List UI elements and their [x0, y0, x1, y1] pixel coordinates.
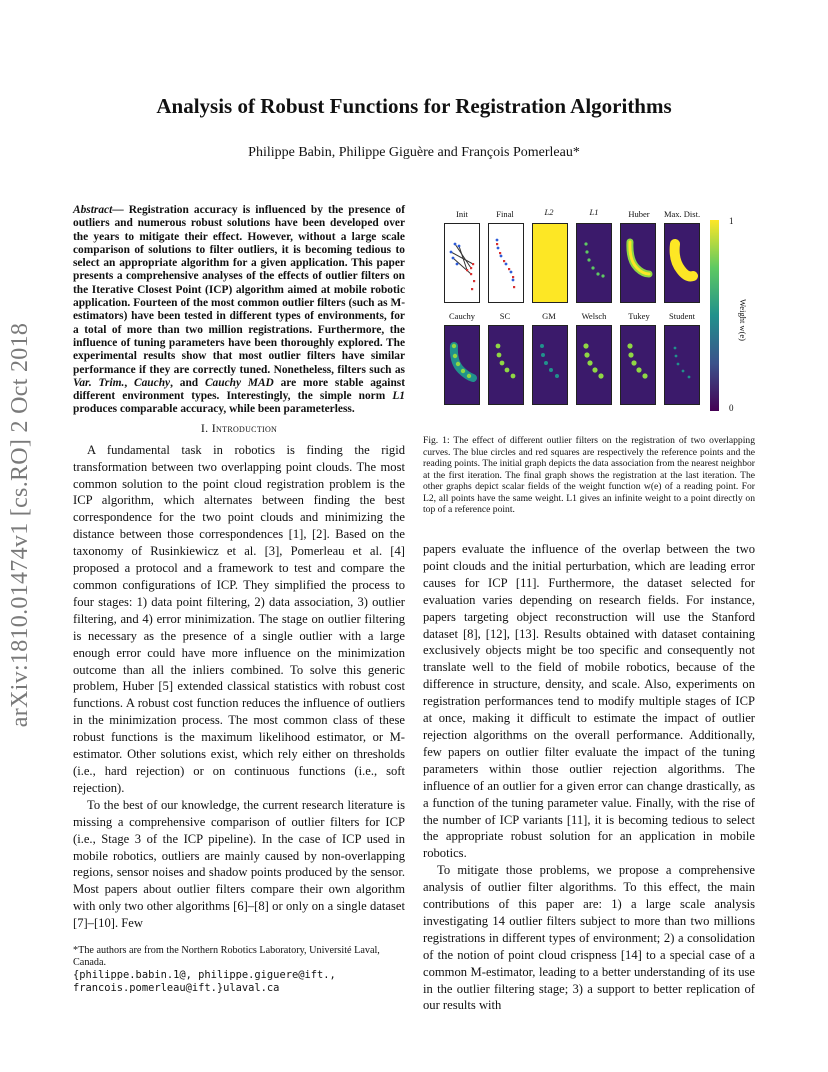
panel-student	[664, 325, 700, 405]
paper-title: Analysis of Robust Functions for Registration Algorithms	[156, 94, 672, 118]
abstract: Abstract— Registration accuracy is influenced by the presence of outliers and numerous robust solutions have been developed over the years to mitigate their effect. However, without a large scale comparison of solutions to filter outliers, it is becoming tedious to select an appropriate algorithm for a given application. This paper presents a comprehensive analyses of the effects of outlier filters on the Iterative Closest Point (ICP) algorithm aimed at mobile robotic application. Fourteen of the most common outlier filters (such as M-estimators) have been tested in different types of environments, for a total of more than two million registrations. Furthermore, the influence of tuning parameters have been thoroughly explored. The experimental results show that most outlier filters have similar performance if they are correctly tuned. Nonetheless, filters such as Var. Trim., Cauchy, and Cauchy MAD are more stable against different environment types. Interestingly, the simple norm L1 produces comparable accuracy, while been parameterless.	[73, 204, 406, 416]
author-list: Philippe Babin, Philippe Giguère and François Pomerleau*	[248, 145, 580, 160]
figure-label: Welsch	[581, 311, 607, 321]
intro-paragraph-2: To the best of our knowledge, the current research literature is missing a comprehensive comparison of outlier filters for ICP (i.e., Stage 3 of the ICP pipeline). In the case of ICP used in mobile robotics, outliers are mainly caused by non-overlapping regions, sensor noises and shadow points produced by the sensor. Most papers about outlier filters compare their own algorithm with only two other algorithms [6]–[8] or only on a single dataset [7]–[10]. Few	[73, 797, 405, 931]
colorbar-min: 0	[729, 403, 734, 413]
panel-l2	[532, 223, 568, 303]
footnote: *The authors are from the Northern Robotics Laboratory, Université Laval, Canada. {philippe.babin.1@, philippe.giguere@ift., francois.pomerleau@ift.}ulaval.ca	[73, 945, 405, 995]
colorbar	[710, 220, 719, 411]
panel-gm	[532, 325, 568, 405]
figure-label: Huber	[628, 209, 650, 219]
arxiv-identifier: arXiv:1810.01474v1 [cs.RO] 2 Oct 2018	[7, 322, 33, 728]
colorbar-max: 1	[729, 216, 734, 226]
figure-caption: Fig. 1: The effect of different outlier filters on the registration of two overlapping curves. The blue circles and red squares are respectively the reference points and the reading points. The initial graph depicts the data association from the nearest neighbor at the first iteration. The final graph shows the registration at the last iteration. The other graphs depict scalar fields of the weight function w(e) of a reading point. For L2, all points have the same weight. L1 gives an infinite weight to a point directly on top of a reference point.	[423, 435, 755, 515]
left-column	[73, 204, 405, 932]
figure-label: Student	[669, 311, 695, 321]
figure-label: GM	[542, 311, 556, 321]
figure-label: Tukey	[628, 311, 650, 321]
figure-label: Init	[456, 209, 468, 219]
panel-l1	[576, 223, 612, 303]
figure-label: L2	[544, 207, 554, 217]
panel-final	[488, 223, 524, 303]
figure-1	[423, 205, 763, 427]
intro-paragraph-1: A fundamental task in robotics is finding the rigid transformation between two overlapping point clouds. The most common solution to the point cloud registration problem is the ICP algorithm, which alternates between finding the best correspondence for the two point clouds and minimizing the distance between those correspondences [1], [2]. Based on the taxonomy of Rusinkiewicz et al. [3], Pomerleau et al. [4] proposed a protocol and a framework to test and compare the common configurations of ICP. They simplified the process to four stages: 1) data point filtering, 2) data association, 3) outlier filtering, and 4) error minimization. The stage on outlier filtering is necessary as the presence of a single outlier with a large enough error could have more influence on the minimization outcome than all the inliers combined. To solve this generic problem, Huber [5] extended classical statistics with robust cost functions. A robust cost function reduces the influence of outliers in the minimization process. The most common class of these robust functions is the maximum likelihood estimator, or M-estimator. Other solutions exist, which rely either on thresholds (i.e., hard rejection) or on continuous functions (i.e., soft rejection).	[73, 442, 405, 795]
panel-init	[444, 223, 480, 303]
right-column	[423, 541, 755, 1014]
body-paragraph-3: papers evaluate the influence of the overlap between the two point clouds and the initial perturbation, which are leading error causes for ICP [11]. Furthermore, the dataset selected for evaluation varies depending on research fields. For instance, papers targeting object reconstruction will use the Stanford dataset [8], [12], [13]. Results obtained with dataset containing exclusively objects might be too specific and consequently not translate well to the field of mobile robotics, because of the difference in structure, density, and scale. Also, experiments on registration performances tend to modify multiple stages of ICP at once, making it difficult to estimate the impact of outlier rejection algorithms on the overall performance. Additionally, few papers on outlier filter evaluate the impact of the tuning parameters within those outlier rejection algorithms. The influence of an outlier for a given error can change drastically, as a function of the tuning parameter value. Finally, with the rise of the number of ICP variants [11], it is becoming tedious to select the appropriate robust solution for an application in mobile robotics.	[423, 542, 755, 861]
panel-cauchy	[444, 325, 480, 405]
panel-max-dist	[664, 223, 700, 303]
panel-tukey	[620, 325, 656, 405]
figure-label: Cauchy	[449, 311, 475, 321]
figure-label: Final	[496, 209, 514, 219]
colorbar-label: Weight w(e)	[738, 298, 748, 342]
panel-huber	[620, 223, 656, 303]
panel-welsch	[576, 325, 612, 405]
figure-label: SC	[499, 311, 511, 321]
figure-label: Max. Dist.	[663, 209, 701, 219]
footnote-emails: {philippe.babin.1@, philippe.giguere@ift., francois.pomerleau@ift.}ulaval.ca	[73, 969, 336, 994]
body-paragraph-4: To mitigate those problems, we propose a comprehensive analysis of outlier filter algorithms. To this effect, the main contributions of this paper are: 1) a large scale analysis investigating 14 outlier filters subject to more than two millions registrations in different types of environment; 2) a consolidation of the notion of point cloud crispness [14] to a special case of a common M-estimator, leading to a better understanding of its use in the outlier filtering stage; 3) a support to better replication of our results with	[423, 863, 755, 1013]
section-heading-introduction: I. Introduction	[200, 420, 278, 435]
panel-sc	[488, 325, 524, 405]
figure-label: L1	[589, 207, 599, 217]
